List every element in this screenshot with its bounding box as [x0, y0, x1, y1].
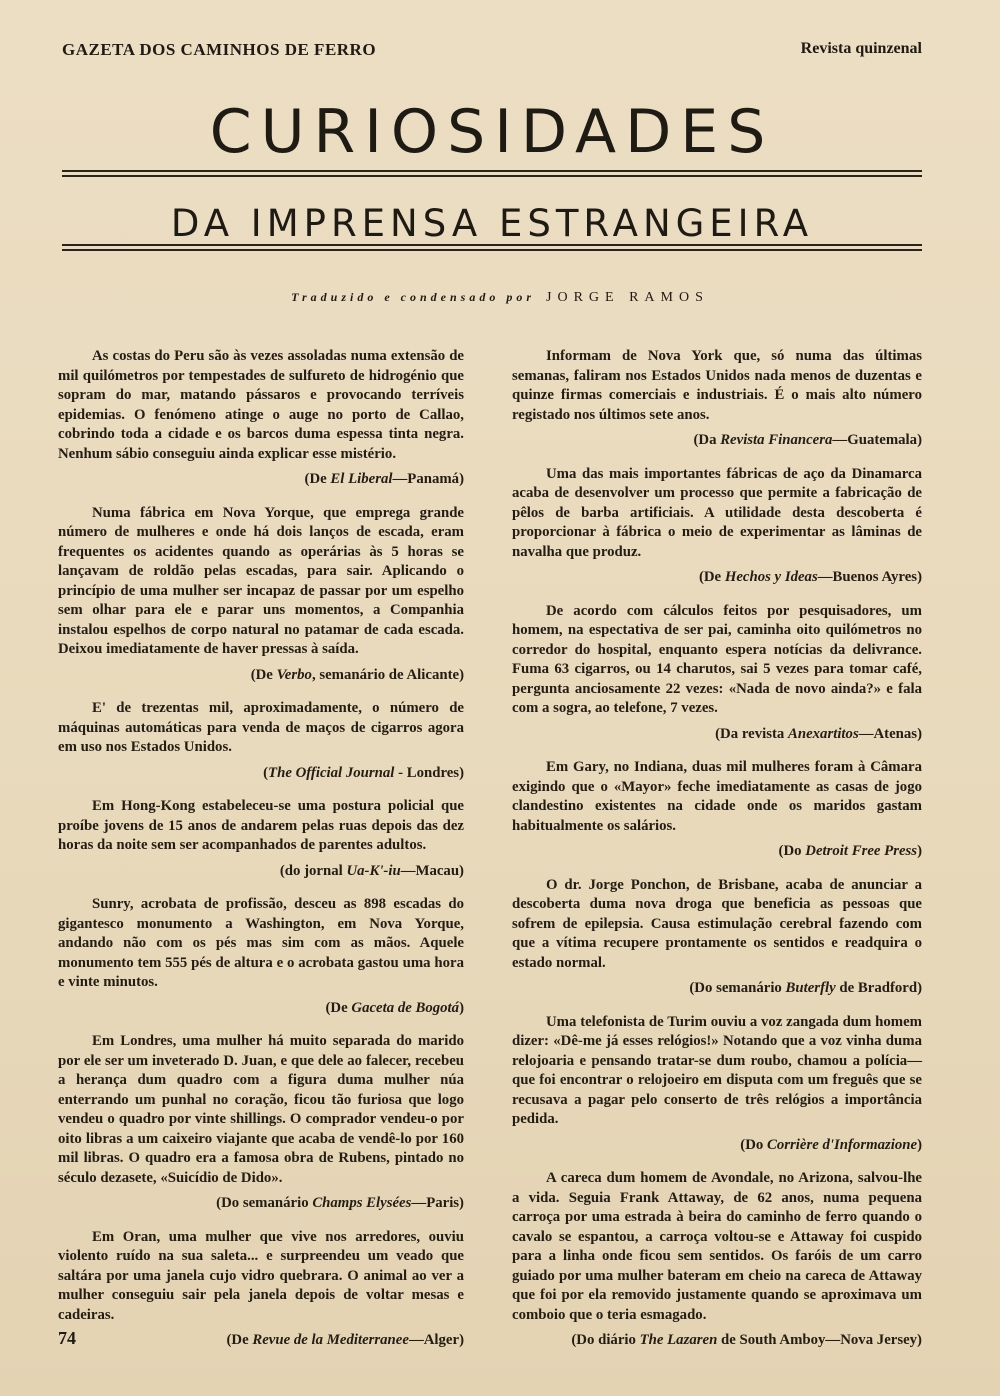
- source-suffix: —Atenas): [858, 725, 922, 742]
- article-text: A careca dum homem de Avondale, no Arizona, salvou-lhe a vida. Seguia Frank Attaway, de 62 anos, numa pequena carroça por uma estrada à beira do caminho de ferro quando o cavalo se espantou, a carroça voltou-se e Attaway foi cuspido para a linha onde ficou sem sentidos. Os faróis de um carro guiado por uma mulher bateram em cheio na careca de Attaway que foi por ela removido justamente quando se aproximava um comboio que o teria esmagado.: [512, 1170, 922, 1323]
- article-text: Em Londres, uma mulher há muito separada do marido por ele ser um inveterado D. Juan, e que dele ao falecer, recebeu a herança dum quadro com a figura duma mulher núa enterrando um punhal no coração, ficou tão furiosa que logo vendeu o quadro por vinte shillings. O comprador vendeu-o por oito libras a um caixeiro viajante que acaba de vendê-lo por 160 mil libras. O quadro era a famosa obra de Rubens, pintado no século dezasete, «Suicídio de Dido».: [58, 1033, 464, 1186]
- article-text: Em Gary, no Indiana, duas mil mulheres foram à Câmara exigindo que o «Mayor» feche imediatamente as casas de jogo clandestino existentes na cidade onde os maridos gastam habitualmente os salários.: [512, 759, 922, 834]
- source-prefix: (Da revista: [715, 725, 788, 742]
- article-source: [512, 725, 922, 745]
- article-source: [512, 568, 922, 588]
- source-prefix: (Do semanário: [216, 1195, 313, 1211]
- source-title: The Official Journal: [268, 764, 395, 781]
- article-source: [58, 470, 464, 490]
- publication-frequency: Revista quinzenal: [800, 40, 922, 57]
- source-prefix: (De: [250, 666, 277, 683]
- source-title: Gaceta de Bogotá: [351, 999, 460, 1016]
- source-title: Ua-K'-iu: [346, 862, 401, 879]
- source-title: Revista Financera: [720, 432, 833, 448]
- article-source: [512, 1331, 922, 1351]
- source-suffix: —Paris): [411, 1195, 464, 1211]
- source-suffix: —Buenos Ayres): [817, 569, 922, 585]
- source-title: Anexartitos: [787, 725, 859, 742]
- article-source: [58, 1194, 464, 1214]
- source-suffix: de Bradford): [835, 980, 922, 996]
- article-text: Sunry, acrobata de profissão, desceu as 898 escadas do gigantesco monumento a Washington, em Nova Yorque, andando não com os pés mas sim com as mãos. Aquele monumento tem 555 pés de altura e o acrobata gastou uma hora e vinte minutos.: [58, 896, 464, 990]
- source-suffix: - Londres): [394, 764, 464, 781]
- article-text: E' de trezentas mil, aproximadamente, o número de máquinas automáticas para venda de maços de cigarros agora em uso nos Estados Unidos.: [58, 700, 464, 755]
- source-prefix: (De: [325, 999, 352, 1016]
- article-text: De acordo com cálculos feitos por pesquisadores, um homem, na espectativa de ser pai, caminha oito quilómetros no corredor do hospital, enquanto espera notícias da delivrance. Fuma 63 cigarros, ou 14 charutos, sai 5 vezes para tomar café, pergunta anciosamente 22 vezes: «Nada de novo ainda?» e fala com a sogra, ao telefone, 7 vezes.: [512, 602, 922, 716]
- source-title: Hechos y Ideas: [724, 569, 818, 585]
- page-number: 74: [58, 1328, 76, 1348]
- source-suffix: ): [459, 999, 464, 1016]
- article-source: [58, 666, 464, 686]
- article-source: [512, 1136, 922, 1156]
- source-prefix: (: [263, 764, 269, 781]
- article-text: Informam de Nova York que, só numa das últimas semanas, faliram nos Estados Unidos nada menos de duzentas e quinze firmas comerciais e industriais. É o mais alto número registado nos últimos sete anos.: [512, 348, 922, 423]
- article-source: [512, 431, 922, 451]
- source-title: Buterfly: [785, 980, 836, 996]
- source-prefix: (De: [698, 569, 725, 585]
- source-title: The Lazaren: [639, 1332, 718, 1348]
- article-text: Uma das mais importantes fábricas de aço da Dinamarca acaba de desenvolver um processo que permite a fabricação de pêlos de barba artificiais. A utilidade desta descoberta é proporcionar à fábrica o meio de experimentar as lâminas de navalha que produz.: [512, 465, 922, 560]
- subtitle-rule-top: [62, 244, 922, 246]
- source-suffix: —Panamá): [392, 471, 464, 487]
- subtitle-rule-bottom: [62, 249, 922, 251]
- source-title: Revue de la Mediterranee: [252, 1332, 409, 1348]
- right-column: [512, 347, 922, 1365]
- article-source: [512, 979, 922, 999]
- source-title: Verbo: [276, 666, 312, 683]
- source-suffix: de South Amboy—Nova Jersey): [717, 1332, 922, 1348]
- article-source: [58, 999, 464, 1019]
- article-text: Em Oran, uma mulher que vive nos arredores, ouviu violento ruído na sua saleta... e surpreendeu um veado que saltára por uma janela cujo vidro quebrara. O animal ao ver a mulher conseguiu sair pela janela depois de voltar mesas e cadeiras.: [58, 1228, 464, 1323]
- translator-credit: [0, 290, 1000, 306]
- credit-name: JORGE RAMOS: [546, 290, 709, 305]
- article-text: Numa fábrica em Nova Yorque, que emprega grande número de mulheres e onde há dois lanços de escada, eram frequentes os acidentes quando as operárias às 5 horas se lançavam de roldão pelas escadas, para sair. Aplicando o princípio de uma mulher ser incapaz de passar por um espelho sem olhar para ele e parar uns momentos, a Companhia instalou espelhos de corpo natural no patamar de cada escada. Deixou imediatamente de haver pressas à saída.: [58, 504, 464, 657]
- source-prefix: (Do: [778, 843, 806, 859]
- source-prefix: (Do diário: [571, 1332, 640, 1348]
- source-suffix: —Alger): [408, 1332, 464, 1348]
- article-text: As costas do Peru são às vezes assoladas numa extensão de mil quilómetros por tempestades de sulfureto de hidrogénio que sopram do mar, matando pássaros e provocando terríveis epidemias. O fenómeno atinge o auge no porto de Callao, cobrindo toda a cidade e os barcos duma espessa tinta negra. Nenhum sábio conseguiu ainda explicar esse mistério.: [58, 348, 464, 462]
- source-prefix: (De: [226, 1332, 253, 1348]
- article-text: Em Hong-Kong estabeleceu-se uma postura policial que proíbe jovens de 15 anos de andarem pelas ruas depois das dez horas da noite sem ser acompanhados de parentes adultos.: [58, 798, 464, 853]
- title-rule-top: [62, 170, 922, 172]
- running-header: [62, 40, 922, 66]
- article-source: [58, 1331, 464, 1351]
- left-column: [58, 347, 464, 1365]
- article-source: [58, 862, 464, 882]
- source-title: Corrière d'Informazione: [767, 1136, 918, 1153]
- article-text: Uma telefonista de Turim ouviu a voz zangada dum homem dizer: «Dê-me já esses relógios!» Notando que a voz vinha duma relojoaria e pensando tratar-se dum roubo, chamou a polícia—que foi encontrar o relojoeiro em disputa com um freguês que se recusava a pagar pelo conserto de três relógios a importância pedida.: [512, 1013, 922, 1127]
- article-text: O dr. Jorge Ponchon, de Brisbane, acaba de anunciar a descoberta duma nova droga que beneficia as pessoas que sofrem de epilepsia. Causa estimulação cerebral fazendo com que a vítima recupere prontamente os sentidos e readquira o estado normal.: [512, 876, 922, 971]
- source-suffix: ): [917, 1136, 922, 1153]
- source-suffix: —Guatemala): [832, 432, 922, 448]
- source-prefix: (De: [304, 471, 331, 487]
- source-prefix: (Do semanário: [689, 980, 786, 996]
- page-subtitle: DA IMPRENSA ESTRANGEIRA: [170, 202, 814, 245]
- source-title: Detroit Free Press: [805, 843, 918, 859]
- article-source: [512, 842, 922, 862]
- publication-name: GAZETA DOS CAMINHOS DE FERRO: [62, 40, 377, 59]
- page-title: CURIOSIDADES: [209, 97, 775, 167]
- title-rule-bottom: [62, 175, 922, 177]
- source-suffix: ): [917, 843, 922, 859]
- source-prefix: (Da: [693, 432, 721, 448]
- source-prefix: (do jornal: [279, 862, 347, 879]
- source-title: Champs Elysées: [312, 1195, 412, 1211]
- source-suffix: —Macau): [400, 862, 464, 879]
- article-source: [58, 764, 464, 784]
- source-prefix: (Do: [740, 1136, 768, 1153]
- source-suffix: , semanário de Alicante): [311, 666, 464, 683]
- credit-prefix: Traduzido e condensado por: [291, 290, 536, 304]
- source-title: El Liberal: [330, 471, 393, 487]
